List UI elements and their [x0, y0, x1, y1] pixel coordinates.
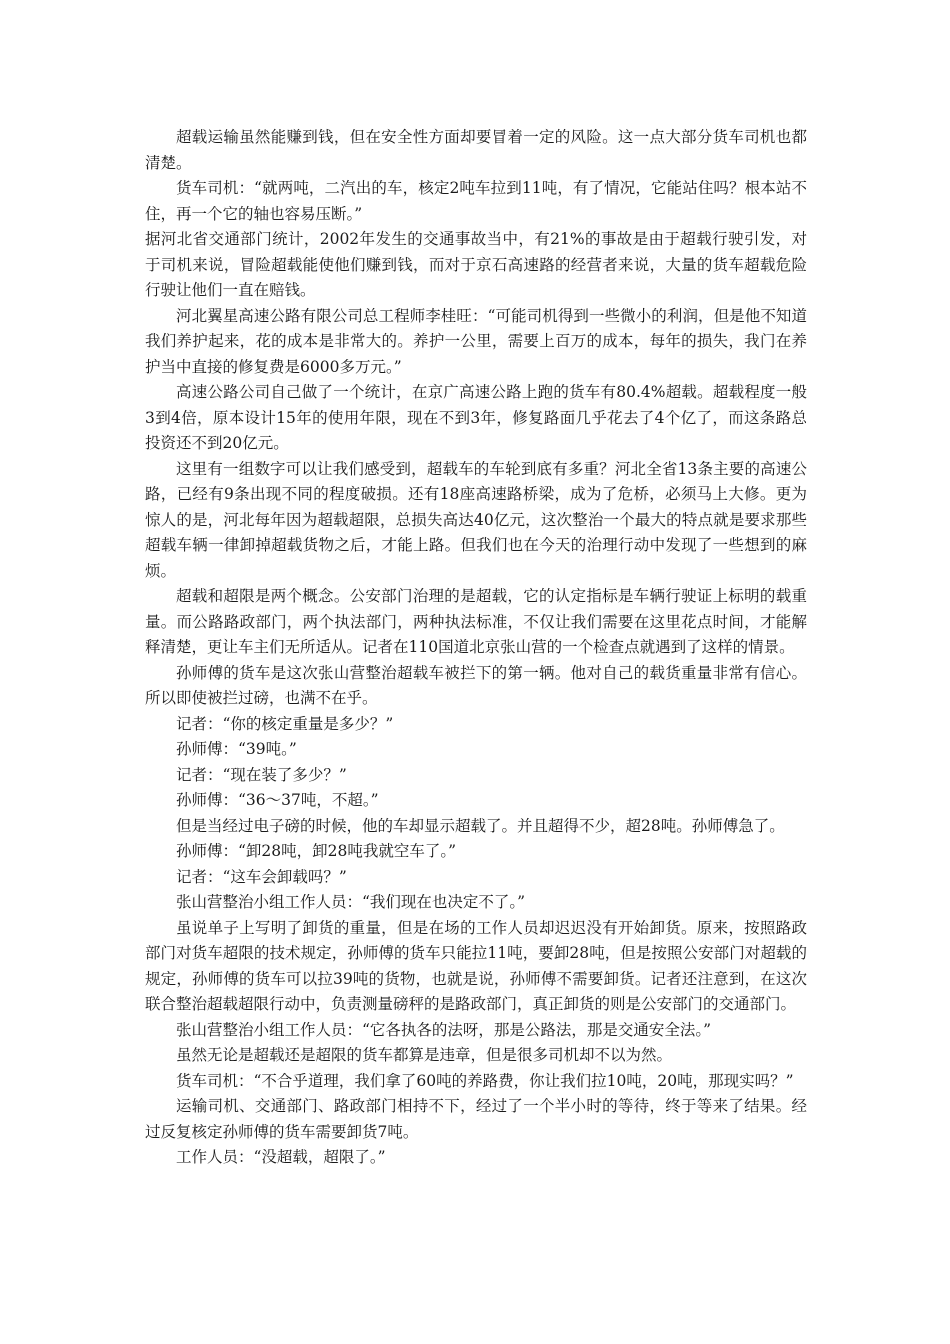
paragraph-21: 运输司机、交通部门、路政部门相持不下，经过了一个半小时的等待，终于等来了结果。经过反复核定孙师傅的货车需要卸货7吨。 [145, 1097, 807, 1141]
dialogue-line: 记者：“这车会卸载吗？” [176, 867, 347, 886]
dialogue-line: 货车司机：“不合乎道理，我们拿了60吨的养路费，你让我们拉10吨，20吨，那现实吗？” [176, 1071, 794, 1090]
paragraph-2: 货车司机：“就两吨，二汽出的车，核定2吨车拉到11吨，有了情况，它能站住吗？根本站不住，再一个它的轴也容易压断。” [145, 179, 807, 223]
paragraph-3: 据河北省交通部门统计，2002年发生的交通事故当中，有21%的事故是由于超载行驶引发，对于司机来说，冒险超载能使他们赚到钱，而对于京石高速路的经营者来说，大量的货车超载危险行驶让他们一直在赔钱。 [145, 230, 807, 299]
dialogue-line: 孙师傅：“卸28吨，卸28吨我就空车了。” [176, 842, 457, 860]
document-page [145, 125, 807, 1171]
dialogue-line: 张山营整治小组工作人员：“我们现在也决定不了。” [176, 893, 526, 911]
paragraph-5: 高速公路公司自己做了一个统计，在京广高速公路上跑的货车有80.4%超载。超载程度一般3到4倍，原本设计15年的使用年限，现在不到3年，修复路面几乎花去了4个亿了，而这条路总投资还不到20亿元。 [145, 383, 807, 452]
dialogue-line: 记者：“你的核定重量是多少？” [176, 714, 394, 733]
paragraph-7: 超载和超限是两个概念。公安部门治理的是超载，它的认定指标是车辆行驶证上标明的载重量。而公路路政部门，两个执法部门，两种执法标准，不仅让我们需要在这里花点时间，才能解释清楚，更让车主们无所适从。记者在110国道北京张山营的一个检查点就遇到了这样的情景。 [145, 587, 807, 656]
dialogue-line: 记者：“现在装了多少？” [176, 765, 347, 784]
dialogue-line: 张山营整治小组工作人员：“它各执各的法呀，那是公路法，那是交通安全法。” [176, 1020, 712, 1039]
dialogue-line: 孙师傅：“36～37吨，不超。” [176, 791, 379, 809]
dialogue-line: 工作人员：“没超载，超限了。” [176, 1148, 386, 1166]
paragraph-6: 这里有一组数字可以让我们感受到，超载车的车轮到底有多重？河北全省13条主要的高速公路，已经有9条出现不同的程度破损。还有18座高速路桥梁，成为了危桥，必须马上大修。更为惊人的是，河北每年因为超载超限，总损失高达40亿元，这次整治一个最大的特点就是要求那些超载车辆一律卸掉超载货物之后，才能上路。但我们也在今天的治理行动中发现了一些想到的麻烦。 [145, 459, 807, 580]
paragraph-4: 河北翼星高速公路有限公司总工程师李桂旺：“可能司机得到一些微小的利润，但是他不知道我们养护起来，花的成本是非常大的。养护一公里，需要上百万的成本，每年的损失，我门在养护当中直接的修复费是6000多万元。” [145, 306, 807, 376]
paragraph-19: 虽然无论是超载还是超限的货车都算是违章，但是很多司机却不以为然。 [176, 1046, 673, 1064]
dialogue-line: 孙师傅：“39吨。” [176, 740, 297, 758]
paragraph-1: 超载运输虽然能赚到钱，但在安全性方面却要冒着一定的风险。这一点大部分货车司机也都清楚。 [145, 128, 807, 172]
paragraph-17: 虽说单子上写明了卸货的重量，但是在场的工作人员却迟迟没有开始卸货。原来，按照路政部门对货车超限的技术规定，孙师傅的货车只能拉11吨，要卸28吨，但是按照公安部门对超载的规定，孙师傅的货车可以拉39吨的货物，也就是说，孙师傅不需要卸货。记者还注意到，在这次联合整治超载超限行动中，负责测量磅秤的是路政部门，真正卸货的则是公安部门的交通部门。 [145, 918, 807, 1013]
paragraph-13: 但是当经过电子磅的时候，他的车却显示超载了。并且超得不少，超28吨。孙师傅急了。 [176, 816, 785, 835]
paragraph-8: 孙师傅的货车是这次张山营整治超载车被拦下的第一辆。他对自己的载货重量非常有信心。所以即使被拦过磅，也满不在乎。 [145, 663, 807, 707]
